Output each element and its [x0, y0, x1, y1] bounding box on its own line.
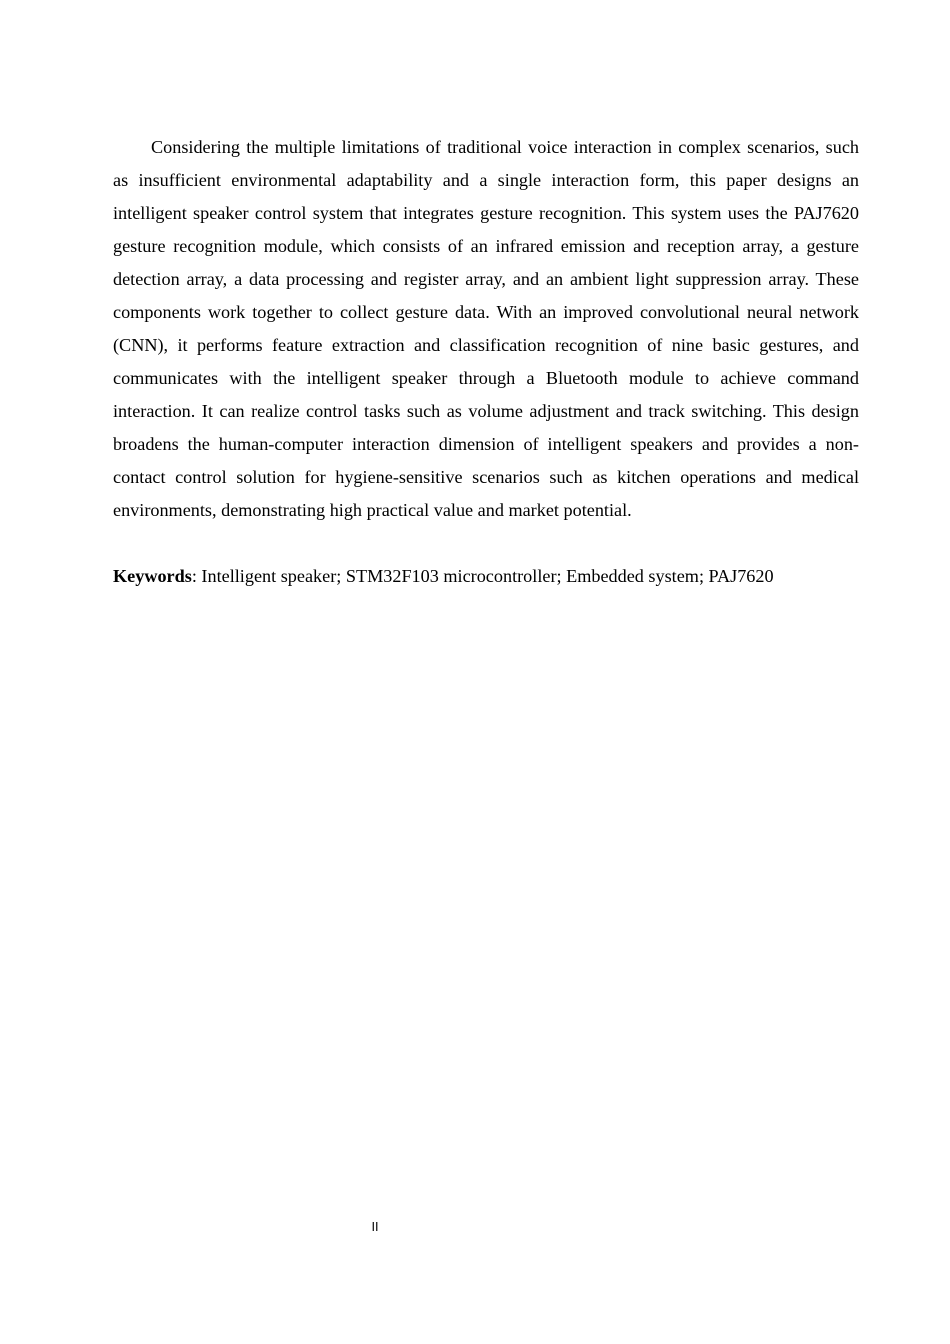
- abstract-paragraph: Considering the multiple limitations of traditional voice interaction in complex scenarios, such as insufficient environmental adaptability and a single interaction form, this paper designs an intelligent speaker control system that integrates gesture recognition. This system uses the PAJ7620 gesture recognition module, which consists of an infrared emission and reception array, a gesture detection array, a data processing and register array, and an ambient light suppression array. These components work together to collect gesture data. With an improved convolutional neural network (CNN), it performs feature extraction and classification recognition of nine basic gestures, and communicates with the intelligent speaker through a Bluetooth module to achieve command interaction. It can realize control tasks such as volume adjustment and track switching. This design broadens the human-computer interaction dimension of intelligent speakers and provides a non-contact control solution for hygiene-sensitive scenarios such as kitchen operations and medical environments, demonstrating high practical value and market potential.: [113, 137, 859, 520]
- keywords-separator: :: [191, 566, 202, 586]
- keywords-label: Keywords: [113, 566, 192, 586]
- keywords-value: Intelligent speaker; STM32F103 microcontroller; Embedded system; PAJ7620: [201, 566, 774, 586]
- keywords-line: [113, 560, 859, 593]
- page-number: II: [371, 1220, 379, 1234]
